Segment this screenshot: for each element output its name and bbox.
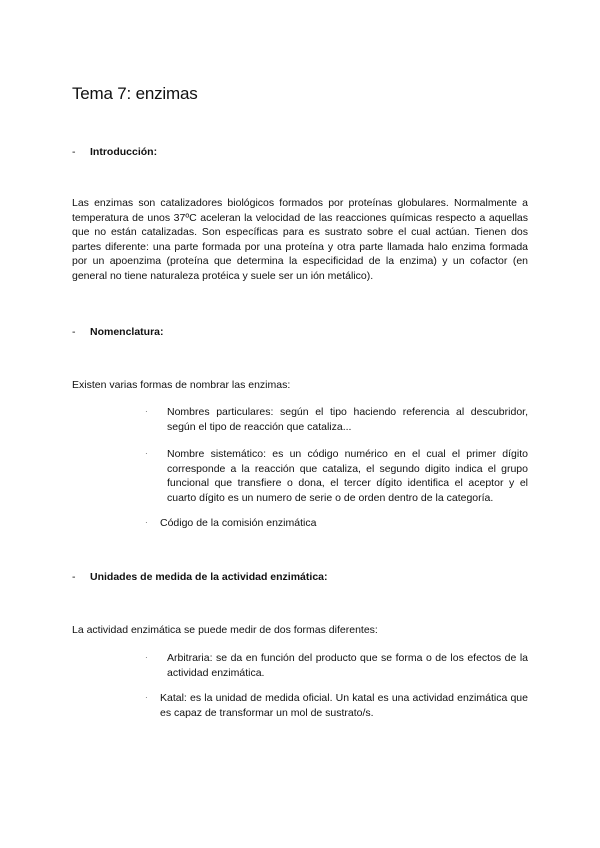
bullet-dot-icon: · <box>145 653 148 662</box>
section-heading-introduccion <box>72 146 157 158</box>
section-heading-unidades <box>72 571 328 583</box>
document-title: Tema 7: enzimas <box>72 84 198 103</box>
heading-dash: - <box>72 146 76 158</box>
bullet-dot-icon: · <box>145 449 148 458</box>
bullet-dot-icon: · <box>145 693 148 702</box>
list-item-text: Código de la comisión enzimática <box>160 517 317 529</box>
list-item <box>145 447 528 505</box>
list-item-text: Arbitraria: se da en función del producto que se forma o de los efectos de la actividad enzimática. <box>167 652 528 679</box>
heading-text: Unidades de medida de la actividad enzimática: <box>90 571 328 583</box>
heading-text: Nomenclatura: <box>90 326 164 338</box>
list-item <box>145 405 528 434</box>
heading-text: Introducción: <box>90 146 158 158</box>
heading-dash: - <box>72 571 76 583</box>
list-item <box>145 691 528 720</box>
intro-paragraph: Las enzimas son catalizadores biológicos formados por proteínas globulares. Normalmente a temperatura de unos 37ºC aceleran la velocidad de las reacciones químicas respecto a aquellas que no están catalizadas. Son específicas para es sustrato sobre el cual actúan. Tienen dos partes diferente: una parte formada por una proteína y otra parte llamada halo enzima formada por un apoenzima (proteína que determina la especificidad de la enzima) y un cofactor (en general no tiene naturaleza protéica y suele ser un ión metálico). <box>72 197 528 282</box>
list-item-text: Nombres particulares: según el tipo haciendo referencia al descubridor, según el tipo de reacción que cataliza... <box>167 406 528 433</box>
heading-dash: - <box>72 326 76 338</box>
nomenclatura-paragraph: Existen varias formas de nombrar las enzimas: <box>72 379 291 391</box>
list-item <box>145 516 528 531</box>
list-item-text: Katal: es la unidad de medida oficial. Un katal es una actividad enzimática que es capaz de transformar un mol de sustrato/s. <box>160 692 528 719</box>
unidades-paragraph: La actividad enzimática se puede medir de dos formas diferentes: <box>72 624 378 636</box>
list-item <box>145 651 528 680</box>
bullet-dot-icon: · <box>145 518 148 527</box>
bullet-dot-icon: · <box>145 407 148 416</box>
list-item-text: Nombre sistemático: es un código numérico en el cual el primer dígito corresponde a la reacción que cataliza, el segundo digito indica el grupo funcional que transfiere o dona, el tercer dígito identifica el aceptor y el cuarto dígito es un numero de serie o de orden dentro de la categoría. <box>167 448 528 504</box>
section-heading-nomenclatura <box>72 326 164 338</box>
